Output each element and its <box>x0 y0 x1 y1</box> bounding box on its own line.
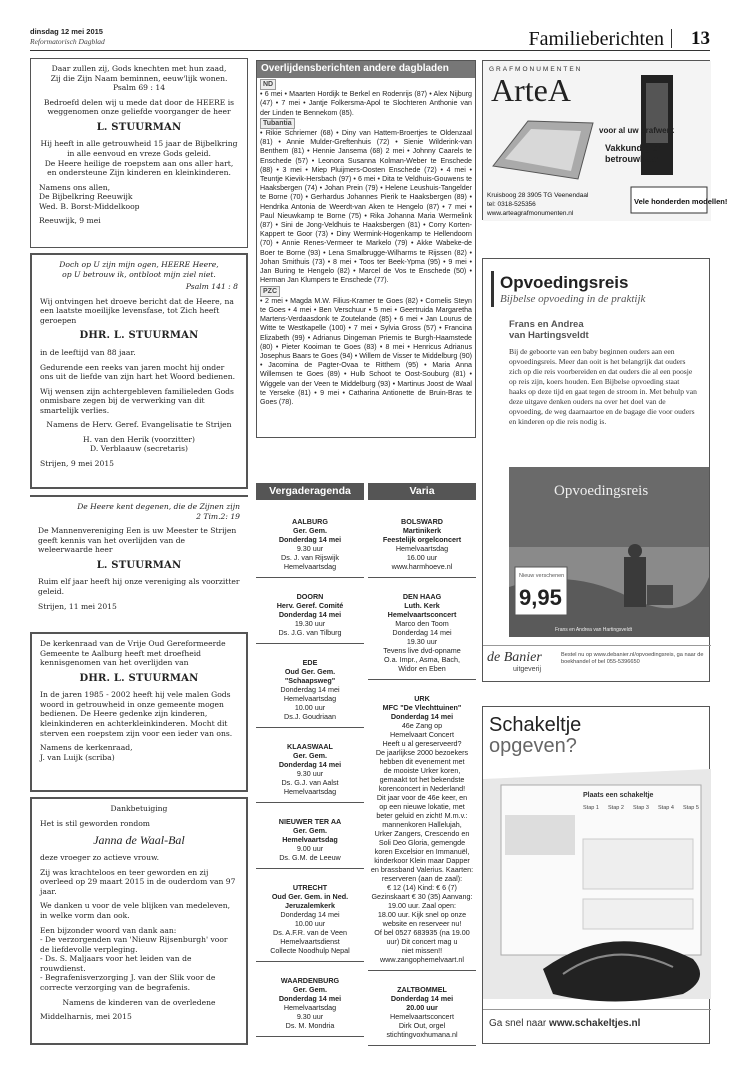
death-announcements-other-papers <box>256 60 476 438</box>
agenda-item-detail: 10.00 uur <box>294 919 326 928</box>
agenda-item-title: Donderdag 14 mei <box>278 994 342 1003</box>
screen-step-3: Stap 3 <box>633 805 649 811</box>
verse-ref: 2 Tim.2: 19 <box>196 511 240 521</box>
verse-ref: Psalm 69 : 14 <box>112 83 166 93</box>
agenda-item-title: Ger. Gem. <box>293 826 327 835</box>
deceased-name: L. STUURMAN <box>96 559 182 571</box>
notice-body: deze vroeger zo actieve vrouw. <box>40 853 159 863</box>
notice-body: Hij heeft in alle getrouwheid 15 jaar de Bijbelkring in alle eenvoud en vreze Gods geleid. <box>40 139 238 158</box>
place-date: Reeuwijk, 9 mei <box>39 216 101 226</box>
page-number: 13 <box>691 28 710 49</box>
agenda-item-title: BOLSWARD <box>401 517 443 526</box>
left-item <box>256 869 364 962</box>
thanks-item: - Begrafenisverzorging J. van der Slik voor de correcte verzorging van de begrafenis. <box>40 973 216 992</box>
agenda-item-detail: O.a. Impr., Asma, Bach, <box>384 655 460 664</box>
thanks-intro: Een bijzonder woord van dank aan: <box>40 925 177 935</box>
agenda-item-detail: Hemelvaartsdienst <box>280 937 340 946</box>
agenda-item-detail: mannenkoren Hallelujah, <box>382 820 462 829</box>
agenda-item-detail: Ds. J. van Rijswijk <box>281 553 339 562</box>
agenda-item-title: Ger. Gem. <box>293 985 327 994</box>
agenda-item-detail: Of bel 0527 683935 (na 19.00 <box>374 928 470 937</box>
right-item <box>368 578 476 680</box>
agenda-item-detail: website en reserveer nu! <box>382 919 462 928</box>
death-notice-kerkenraad <box>30 632 248 792</box>
agenda-item-detail: Tevens live dvd-opname <box>383 646 461 655</box>
agenda-item-title: WAARDENBURG <box>280 976 340 985</box>
thanks-notice <box>30 797 248 1045</box>
place-date: Middelharnis, mei 2015 <box>40 1012 132 1022</box>
agenda-item-title: UTRECHT <box>292 883 328 892</box>
agenda-item-detail: 10.00 uur <box>294 703 326 712</box>
agenda-item-detail: uur) Dit concert mag u <box>386 937 458 946</box>
agenda-item-detail: Gezinskaart € 30 (35) Aanvang: 19.00 uur. Zaal open: <box>371 892 473 910</box>
deceased-name: DHR. L. STUURMAN <box>79 330 199 342</box>
agenda-item-detail: beter geluid en zicht! M.m.v.: <box>376 811 468 820</box>
ad-headline: Schakeltje opgeven? <box>489 714 582 757</box>
notice-body: Ruim elf jaar heeft hij onze vereniging als voorzitter geleid. <box>38 577 240 596</box>
agenda-item-title: NIEUWER TER AA <box>278 817 342 826</box>
agenda-item-detail: korenconcert in Nederland! <box>378 784 466 793</box>
signature-line: J. van Luijk (scriba) <box>40 752 115 762</box>
ad-brand-logo: ArteA <box>491 72 571 108</box>
newspaper-name: Reformatorisch Dagblad <box>30 37 105 46</box>
agenda-item-title: EDE <box>302 658 318 667</box>
ad-authors: Frans en Andrea van Hartingsveldt <box>509 319 589 341</box>
agenda-item-detail: Ds. J.G. van Tilburg <box>278 628 342 637</box>
left-item <box>256 962 364 1037</box>
agenda-item-detail: 9.30 uur <box>296 769 324 778</box>
agenda-item-detail: Heeft u al gereserveerd? <box>382 739 462 748</box>
agenda-item-title: URK <box>414 694 430 703</box>
signature-name: H. van den Herik (voorzitter) <box>82 434 196 444</box>
death-notice-mannenvereniging <box>30 495 248 625</box>
notice-intro: De kerkenraad van de Vrije Oud Gereformeerde Gemeente te Aalburg heeft met droefheid kennisgenomen van het overlijden van <box>40 639 226 668</box>
left-item <box>256 803 364 869</box>
meeting-agenda-header: Vergaderagenda <box>256 483 364 500</box>
agenda-item-detail: Dirk Out, orgel <box>398 1021 446 1030</box>
agenda-item-detail: hebben dit evenement met <box>379 757 465 766</box>
agenda-item-detail: Soli Deo Gloria, gemengde <box>378 838 466 847</box>
ad-opvoedingsreis <box>482 258 710 682</box>
screen-step-2: Stap 2 <box>608 805 624 811</box>
agenda-item-detail: Hemelvaart Concert <box>390 730 454 739</box>
ad-phone: tel: 0318-525356 <box>487 201 536 208</box>
verse-line: Zij die Zijn Naam beminnen, eeuw'lijk wonen. <box>50 73 228 83</box>
agenda-item-detail: en brassband Valerius. Kaarten: reserveren (aan de zaal): <box>370 865 474 883</box>
agenda-item-detail: Ds. G.M. de Leeuw <box>279 853 341 862</box>
ad-footer <box>483 645 711 679</box>
screen-step-1: Stap 1 <box>583 805 599 811</box>
agenda-item-detail: Ds. A.F.R. van de Veen <box>273 928 347 937</box>
cover-title: Opvoedingsreis <box>554 483 649 499</box>
announcements-tubantia: • Rikie Schriemer (68) • Diny van Hattem-Broertjes te Oldenzaal (81) • Annie Mulder-Greftenhuis (72) • Sienie Wilderink-van Benthem (81) • Hennie Jansema (68) 2 mei • Johnny Caarels te Enschede (57) • Leonora Susanna Kolman-Weber te Enschede (88) • 3 mei • Miep Pluijmers-Oosten Enschede (72) • 4 mei • Teuntje Kievik-Hersbach (97) • 6 mei • Dita te Veldhuis-Gouwens te Haaksbergen (74) • Johan Prein (79) • Helene Leushuis-Tangelder te Borne (70) • Gerhardus Johannes Pierik te Haaksbergen (89) • Hendrika Antonia de Weerdt-van Aken te Hengelo (87) • 7 mei • Paul Nieuwkamp te Borne (75) • Rika Johanna Maria Wermelink (87) • Sini de Jong-Veldhuis te Haaksbergen (81) • Corry Korten-Kappert te Goor (73) • Diny Wermink-Hogenkamp te Hellendoorn (70) • Annie Renes-Vermeer te Markelo (79) • Akke Wabeke-de Boer te Borne (93) • Lena Smalbrugge-Wilharms te Rijssen (82) • Johan Smithuis (73) • 8 mei • Toos ter Beek-Ypma (95) • 9 mei • Jan Buring te Hengelo (82) • Marcel de Vos te Enschede (50) • Herman Jan Klumpers te Enschede (77). <box>260 128 472 285</box>
ad-title-block <box>491 271 701 307</box>
agenda-item-detail: Widor en Eben <box>398 664 446 673</box>
ad-schakeltje <box>482 706 710 1044</box>
agenda-item-title: Oud Ger. Gem. in Ned. <box>271 892 349 901</box>
ad-cta-text: Ga snel naar <box>489 1018 547 1029</box>
agenda-item-detail: Hemelvaartsdag <box>283 694 337 703</box>
agenda-item-detail: De jaarlijkse 2000 bezoekers <box>375 748 469 757</box>
agenda-item-detail: 9.30 uur <box>296 1012 324 1021</box>
price-badge-label: Nieuw verschenen <box>519 573 565 579</box>
agenda-item-title: Jeruzalemkerk <box>285 901 335 910</box>
agenda-item-title: DEN HAAG <box>402 592 442 601</box>
book-cover-image <box>509 467 709 647</box>
agenda-item-title: MFC "De Vlechttuinen" <box>382 703 462 712</box>
agenda-item-title: DOORN <box>296 592 324 601</box>
page-header <box>30 27 710 51</box>
deceased-name: DHR. L. STUURMAN <box>79 672 199 684</box>
agenda-item-detail: Donderdag 14 mei <box>280 910 340 919</box>
notice-body: Gedurende een reeks van jaren mocht hij onder ons uit de liefde van zijn hart het Woord bedienen. <box>40 362 235 382</box>
notice-body: Zij was krachteloos en teer geworden en zij overleed op 29 maart 2015 in de ouderdom van 97 jaar. <box>40 867 236 896</box>
announcements-pzc: • 2 mei • Magda M.W. Filius-Kramer te Goes (82) • Cornelis Steyn te Goes • 4 mei • Ben Verschuur • 5 mei • Geertruida Margaretha Martens-Verdaasdonk te Zoutelande (85) • 6 mei • Jan Lourus de Witte te Westkapelle (100) • 7 mei • Sylvia Gross (57) • Francina Elizabeth (99) • Adrianus Dingeman Priemis te Burgh-Haamstede (80) • Pieter Kooiman te Goes (83) • 8 mei • Henricus Adrianus Josephus Baars te Goes (94) • Willem de Visser te Middelburg (90) • Jacomina de Pagter-Ovaa te Ritthem (95) • Maria Anna Willemsen te Goes (89) • Hulb Schoot te Oost-Souburg (81) • Wiggele van der Veen te Middelburg (93) • Martinus Joost de Waal te Yerseke (81) • 9 mei • Catharina Antionette de Bruin-Bras te Goes (78). <box>260 296 472 407</box>
agenda-item-title: Donderdag 14 mei <box>390 712 454 721</box>
agenda-item-detail: stichtingvoxhumana.nl <box>386 1030 458 1039</box>
meeting-agenda-list <box>256 503 364 1037</box>
ad-title: Opvoedingsreis <box>500 273 629 292</box>
agenda-item-detail: Marco den Toom <box>395 619 449 628</box>
ad-artea-artwork <box>483 61 728 221</box>
notice-intro: Wij ontvingen het droeve bericht dat de Heere, na een laatste moeilijke levensfase, tot Zich heeft geroepen <box>40 296 234 325</box>
agenda-item-detail: 16.00 uur <box>406 553 438 562</box>
agenda-item-detail: Collecte Noodhulp Nepal <box>270 946 350 955</box>
verse-line: Doch op U zijn mijn ogen, HEERE Heere, <box>59 260 219 269</box>
header-divider <box>671 29 672 48</box>
agenda-item-detail: Donderdag 14 mei <box>392 628 452 637</box>
signature-line: De Bijbelkring Reeuwijk <box>39 192 133 202</box>
agenda-item-title: ZALTBOMMEL <box>397 985 447 994</box>
agenda-item-title: Luth. Kerk <box>404 601 440 610</box>
agenda-item-title: Herv. Geref. Comité <box>276 601 344 610</box>
cover-author: Frans en Andrea van Hartingsveldt <box>555 627 632 633</box>
agenda-item-detail: Ds.J. Goudriaan <box>284 712 336 721</box>
agenda-item-detail: Hemelvaartsdag <box>283 562 337 571</box>
verse-line: De Heere kent degenen, die de Zijnen zijn <box>77 502 240 511</box>
agenda-item-detail: op een nieuwe lokatie, met <box>379 802 465 811</box>
ad-tagline-2: Vakkundig en <box>605 143 664 153</box>
signature-line: Namens de Herv. Geref. Evangelisatie te Strijen <box>46 420 232 430</box>
agenda-item-detail: www.harmhoeve.nl <box>391 562 453 571</box>
ad-slogan: Vele honderden modellen! <box>634 197 728 206</box>
agenda-item-detail: de mooiste Urker koren, gemaakt tot het bekendste <box>379 766 465 784</box>
order-info: Bestel nu op www.debanier.nl/opvoedingsreis, ga naar de boekhandel of bel 055-5396650 <box>561 652 704 666</box>
signature-line: Namens ons allen, <box>39 182 111 192</box>
ad-cta <box>483 1009 711 1037</box>
figure-man-icon <box>624 557 646 607</box>
notice-body: In de jaren 1985 - 2002 heeft hij vele malen Gods woord in getrouwheid in onze gemeente mogen bedienen. De Heere gedenke zijn kinderen, kleinkinderen en achterkleinkinderen. Mocht dit sterven een roepstem zijn voor een ieder van ons. <box>40 690 233 738</box>
right-item <box>368 971 476 1046</box>
agenda-item-detail: € 12 (14) Kind: € 6 (7) <box>387 883 457 892</box>
signature-line: Namens de kerkenraad, <box>40 743 133 753</box>
deceased-name: L. STUURMAN <box>96 121 182 133</box>
notice-intro: Het is stil geworden rondom <box>40 818 150 828</box>
varia-list <box>368 503 476 1046</box>
deceased-name: Janna de Waal-Bal <box>93 833 185 848</box>
agenda-item-title: Hemelvaartsconcert <box>387 610 457 619</box>
agenda-item-title: Donderdag 14 mei <box>278 535 342 544</box>
right-item <box>368 680 476 971</box>
verse-line: op U betrouw ik, ontbloot mijn ziel niet. <box>62 269 216 279</box>
agenda-item-detail: niet missen!! <box>401 946 443 955</box>
ad-artea-grafmonumenten <box>482 60 728 220</box>
publication-date: dinsdag 12 mei 2015 <box>30 27 103 36</box>
ad-brand-top: GRAFMONUMENTEN <box>489 66 583 73</box>
ad-website: www.arteagrafmonumenten.nl <box>487 210 574 217</box>
left-item <box>256 578 364 644</box>
place-date: Strijen, 11 mei 2015 <box>38 601 117 611</box>
death-notice-evangelisatie <box>30 253 248 489</box>
agenda-item-title: Hemelvaartsdag <box>282 835 338 844</box>
ad-screenshot-artwork <box>483 769 711 999</box>
announcements-body <box>257 78 475 408</box>
agenda-item-detail: Urker Zangers, Crescendo en <box>374 829 470 838</box>
agenda-item-title: Ger. Gem. <box>293 751 327 760</box>
agenda-item-detail: Hemelvaartsdag <box>283 787 337 796</box>
notice-intro: De Mannenvereniging Een is uw Meester te Strijen geeft kennis van het overlijden van de weleerwaarde heer <box>38 526 237 555</box>
screen-step-5: Stap 5 <box>683 805 699 811</box>
agenda-item-detail: 19.30 uur <box>406 637 438 646</box>
agenda-item-detail: 19.30 uur <box>294 619 326 628</box>
agenda-item-detail: Ds. M. Mondria <box>285 1021 335 1030</box>
agenda-item-detail: Hemelvaartsdag <box>283 1003 337 1012</box>
agenda-item-detail: Ds. G.J. van Aalst <box>281 778 339 787</box>
announcements-nd: • 6 mei • Maarten Hordijk te Berkel en Rodenrijs (87) • Alex Nijburg (47) • 7 mei • Jantje Folkersma-Apol te Slochteren Anthonie van der Linden te Bennekom (85). <box>260 90 472 117</box>
agenda-item-title: Donderdag 14 mei <box>390 994 454 1003</box>
newspaper-label-tubantia: Tubantia <box>260 118 295 129</box>
price: 9,95 <box>519 585 562 610</box>
varia-header: Varia <box>368 483 476 500</box>
thanks-item: - Ds. S. Maljaars voor het leiden van de rouwdienst. <box>40 954 192 973</box>
left-item <box>256 728 364 803</box>
left-item <box>256 503 364 578</box>
screen-step-4: Stap 4 <box>658 805 674 811</box>
newspaper-label-nd: ND <box>260 79 276 90</box>
agenda-item-detail: Hemelvaartsconcert <box>390 1012 454 1021</box>
notice-intro: Bedroefd delen wij u mede dat door de HEERE is weggenomen onze geliefde voorganger de heer <box>43 97 235 117</box>
agenda-item-detail: Donderdag 14 mei <box>280 685 340 694</box>
place-date: Strijen, 9 mei 2015 <box>40 459 114 469</box>
signature-name: D. Verblaauw (secretaris) <box>90 444 188 454</box>
agenda-item-detail: kinderkoor Klein maar Dapper <box>374 856 470 865</box>
agenda-item-detail: koren Excelsior en Immanuël, <box>374 847 470 856</box>
ad-subtitle: Bijbelse opvoeding in de praktijk <box>500 293 646 305</box>
left-item <box>256 644 364 728</box>
agenda-item-title: "Schaapsweg" <box>284 676 336 685</box>
newspaper-label-pzc: PZC <box>260 286 280 297</box>
verse-ref: Psalm 141 : 8 <box>185 282 238 292</box>
screen-textarea <box>583 899 693 929</box>
agenda-item-detail: 46e Zang op <box>401 721 443 730</box>
agenda-item-title: KLAASWAAL <box>287 742 333 751</box>
suitcase-icon <box>647 585 673 605</box>
right-item <box>368 503 476 578</box>
agenda-item-detail: Hemelvaartsdag <box>395 544 449 553</box>
notice-title: Dankbetuiging <box>110 804 168 813</box>
publisher-sub: uitgeverij <box>513 666 542 673</box>
screen-calendar <box>583 839 693 889</box>
agenda-item-title: Donderdag 14 mei <box>278 610 342 619</box>
ad-tagline-2b: betrouwbaar <box>605 154 660 164</box>
agenda-item-detail: Dit jaar voor de 46e keer, en <box>376 793 468 802</box>
agenda-item-detail: www.zangophemelvaart.nl <box>380 955 464 964</box>
agenda-item-title: 20.00 uur <box>406 1003 438 1012</box>
agenda-item-title: Feestelijk orgelconcert <box>382 535 462 544</box>
agenda-item-title: AALBURG <box>292 517 328 526</box>
notice-body: De Heere heilige de roepstem aan ons aller hart, en ondersteune Zijn kinderen en kleinkinderen. <box>44 158 234 178</box>
agenda-item-title: Donderdag 14 mei <box>278 760 342 769</box>
section-title: Familieberichten <box>528 28 664 50</box>
ad-cta-url[interactable]: www.schakeltjes.nl <box>549 1018 641 1029</box>
death-notice-bijbelkring <box>30 58 248 248</box>
agenda-item-detail: 18.00 uur. Kijk snel op onze <box>377 910 467 919</box>
screen-title: Plaats een schakeltje <box>583 792 654 799</box>
ad-tagline-1: voor al uw grafwerk <box>599 126 675 135</box>
thanks-item: - De verzorgenden van 'Nieuw Rijsenburgh' voor de liefdevolle verpleging. <box>40 935 228 954</box>
signature-line: Namens de kinderen van de overledene <box>62 997 216 1007</box>
agenda-item-title: Ger. Gem. <box>293 526 327 535</box>
notice-body: Wij wensen zijn achtergebleven familieleden Gods onmisbare zegen bij de verwerking van dit smartelijk verlies. <box>40 386 234 415</box>
agenda-item-title: Oud Ger. Gem. <box>284 667 336 676</box>
notice-body: We danken u voor de vele blijken van medeleven, in welke vorm dan ook. <box>40 901 231 921</box>
ad-description: Bij de geboorte van een baby beginnen ouders aan een opvoedingsreis. Meer dan ooit is het belangrijk dat ouders zich op die reis voorbereiden en dat ouders die al een poosje op reis zijn, koers houden. Een Bijbelse opvoeding staat haaks op deze tijd en gaat tegen de stroom in. Met behulp van deze uitgave denken ouders na over het doel van de opvoeding, de weg daarnaartoe en de bagage die voor ouders en kinderen op die reis nodig is. <box>509 347 697 427</box>
publisher-logo: de Banier <box>487 650 542 665</box>
deceased-age: in de leeftijd van 88 jaar. <box>40 347 136 357</box>
agenda-item-detail: 9.00 uur <box>296 844 324 853</box>
signature-line: Wed. B. Borst-Middelkoop <box>39 201 140 211</box>
ad-address: Kruisboog 28 3905 TG Veenendaal <box>487 192 589 199</box>
verse-line: Daar zullen zij, Gods knechten met hun zaad, <box>51 64 227 73</box>
agenda-item-title: Martinikerk <box>402 526 442 535</box>
screen-sidebar <box>505 815 575 855</box>
agenda-item-detail: 9.30 uur <box>296 544 324 553</box>
section-header: Overlijdensberichten andere dagbladen <box>257 61 475 78</box>
